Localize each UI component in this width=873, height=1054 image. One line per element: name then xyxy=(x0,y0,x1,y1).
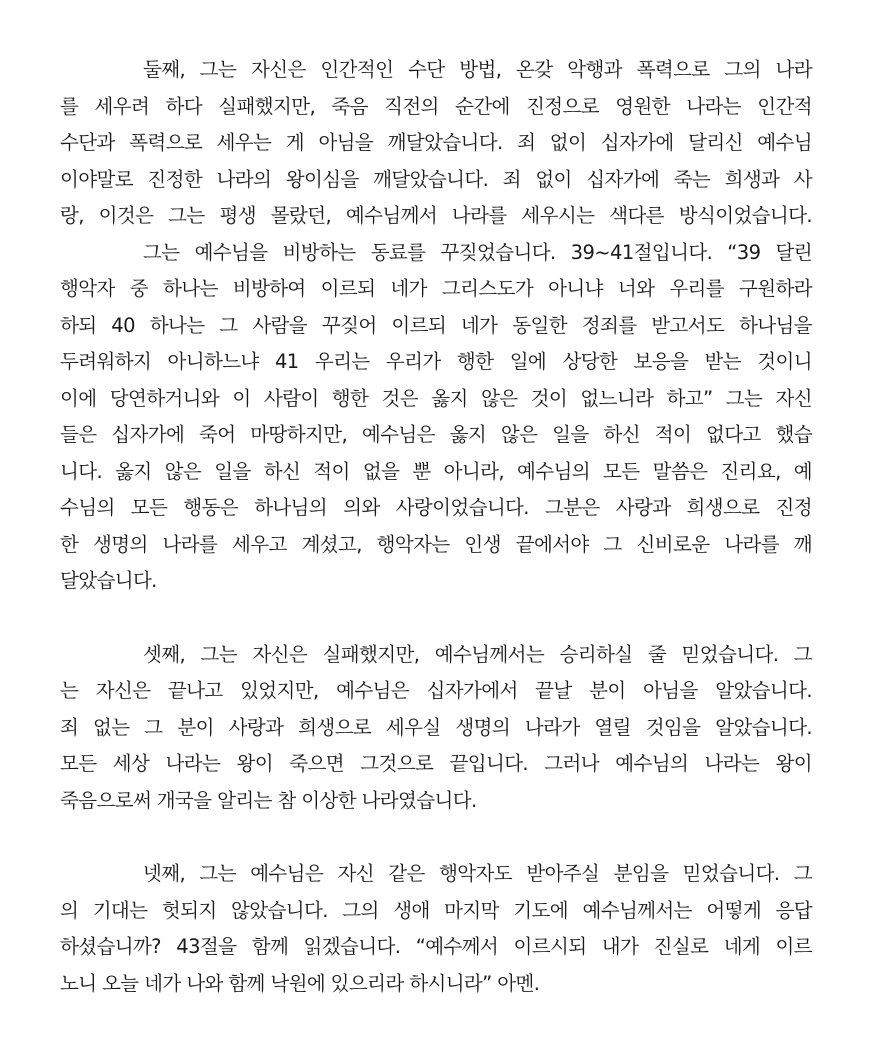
paragraph-fourth xyxy=(0,856,873,1002)
text-line: 의 기대는 헛되지 않았습니다. 그의 생애 마지막 기도에 예수님께서는 어떻게 응답 xyxy=(60,898,812,922)
text-line: 수단과 폭력으로 세우는 게 아님을 깨달았습니다. 죄 없이 십자가에 달리신 예수님 xyxy=(60,131,812,154)
text-line: 노니 오늘 네가 나와 함께 낙원에 있으리라 하시니라” 아멘. xyxy=(60,971,540,995)
text-line: 죽음으로써 개국을 알리는 참 이상한 나라였습니다. xyxy=(60,788,477,812)
text-line: 모든 세상 나라는 왕이 죽으면 그것으로 끝입니다. 그러나 예수님의 나라는 왕이 xyxy=(60,752,812,775)
text-line: 행악자 중 하나는 비방하여 이르되 네가 그리스도가 아니냐 너와 우리를 구원하라 xyxy=(60,277,812,300)
text-line: 이야말로 진정한 나라의 왕이심을 깨달았습니다. 죄 없이 십자가에 죽는 희생과 사 xyxy=(60,167,812,191)
paragraph-second xyxy=(0,52,873,235)
text-line: 이에 당연하거니와 이 사람이 행한 것은 옳지 않은 것이 없느니라 하고” 그는 자신 xyxy=(60,386,812,410)
paragraph-rebuke xyxy=(0,235,873,600)
text-line: 둘째, 그는 자신은 인간적인 수단 방법, 온갖 악행과 폭력으로 그의 나라 xyxy=(143,58,812,81)
text-line: 수님의 모든 행동은 하나님의 의와 사랑이었습니다. 그분은 사랑과 희생으로 진정 xyxy=(60,496,812,519)
text-line: 하셨습니까? 43절을 함께 읽겠습니다. “예수께서 이르시되 내가 진실로 네게 이르 xyxy=(60,935,812,958)
text-line: 랑, 이것은 그는 평생 몰랐던, 예수님께서 나라를 세우시는 색다른 방식이었습니다. xyxy=(60,204,812,227)
text-line: 한 생명의 나라를 세우고 계셨고, 행악자는 인생 끝에서야 그 신비로운 나라를 깨 xyxy=(60,532,812,556)
text-line: 를 세우려 하다 실패했지만, 죽음 직전의 순간에 진정으로 영원한 나라는 인간적 xyxy=(60,94,812,118)
text-line: 죄 없는 그 분이 사랑과 희생으로 세우실 생명의 나라가 열릴 것임을 알았습니다. xyxy=(60,715,812,739)
text-line: 넷째, 그는 예수님은 자신 같은 행악자도 받아주실 분임을 믿었습니다. 그 xyxy=(143,862,812,885)
text-line: 는 자신은 끝나고 있었지만, 예수님은 십자가에서 끝날 분이 아님을 알았습니다. xyxy=(60,679,812,702)
paragraph-third xyxy=(0,637,873,820)
text-line: 들은 십자가에 죽어 마땅하지만, 예수님은 옳지 않은 일을 하신 적이 없다고 했습 xyxy=(60,423,812,446)
text-line: 달았습니다. xyxy=(60,569,157,592)
text-line: 셋째, 그는 자신은 실패했지만, 예수님께서는 승리하실 줄 믿었습니다. 그 xyxy=(143,642,812,666)
text-line: 니다. 옳지 않은 일을 하신 적이 없을 뿐 아니라, 예수님의 모든 말씀은 진리요, 예 xyxy=(60,459,812,483)
text-line: 그는 예수님을 비방하는 동료를 꾸짖었습니다. 39~41절입니다. “39 달린 xyxy=(143,240,812,264)
text-line: 두려워하지 아니하느냐 41 우리는 우리가 행한 일에 상당한 보응을 받는 것이니 xyxy=(60,350,812,373)
text-line: 하되 40 하나는 그 사람을 꾸짖어 이르되 네가 동일한 정죄를 받고서도 하나님을 xyxy=(60,313,812,337)
